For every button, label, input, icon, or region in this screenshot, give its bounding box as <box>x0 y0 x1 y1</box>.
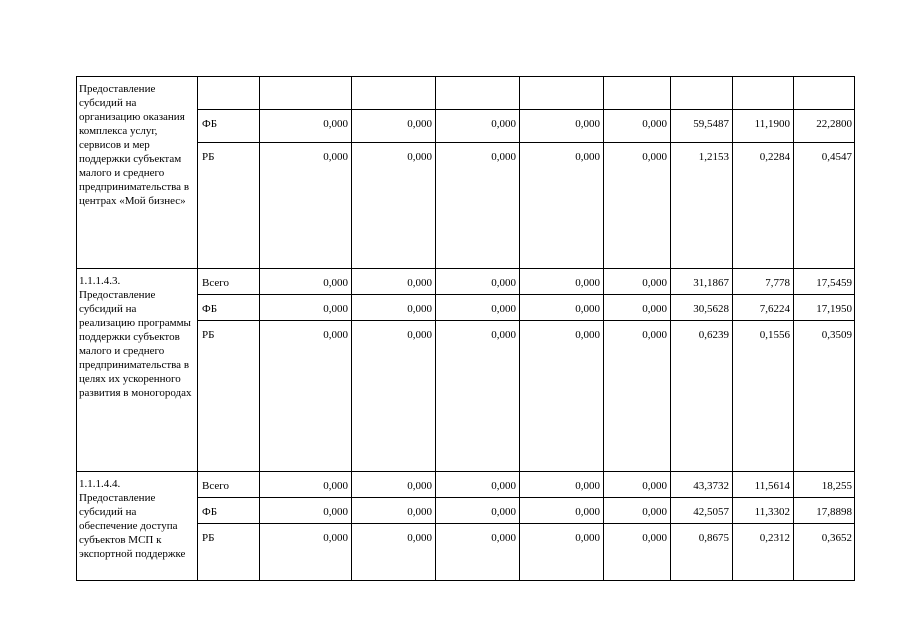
value-cell: 0,2312 <box>733 524 794 581</box>
value-cell: 0,000 <box>260 269 352 295</box>
value-cell: 0,000 <box>436 498 520 524</box>
value-cell: 7,6224 <box>733 295 794 321</box>
value-cell: 0,000 <box>352 524 436 581</box>
value-cell: 0,000 <box>352 269 436 295</box>
measure-name: 1.1.1.4.4. Предоставление субсидий на обеспечение доступа субъектов МСП к экспортной поддержке <box>77 472 198 581</box>
value-cell: 0,000 <box>260 110 352 143</box>
value-cell: 0,000 <box>604 524 671 581</box>
value-cell: 17,8898 <box>794 498 855 524</box>
value-cell: 42,5057 <box>671 498 733 524</box>
value-cell: 0,000 <box>436 110 520 143</box>
funding-source: ФБ <box>198 110 260 143</box>
value-cell: 22,2800 <box>794 110 855 143</box>
value-cell: 7,778 <box>733 269 794 295</box>
funding-source <box>198 77 260 110</box>
value-cell: 0,000 <box>520 269 604 295</box>
value-cell: 17,1950 <box>794 295 855 321</box>
value-cell: 0,000 <box>604 472 671 498</box>
value-cell: 0,000 <box>520 143 604 269</box>
funding-source: ФБ <box>198 498 260 524</box>
value-cell: 0,000 <box>260 143 352 269</box>
value-cell <box>604 77 671 110</box>
value-cell: 0,8675 <box>671 524 733 581</box>
value-cell <box>436 77 520 110</box>
value-cell: 0,000 <box>436 472 520 498</box>
value-cell: 0,000 <box>260 524 352 581</box>
value-cell: 59,5487 <box>671 110 733 143</box>
value-cell: 0,6239 <box>671 321 733 472</box>
value-cell <box>733 77 794 110</box>
value-cell: 0,000 <box>352 110 436 143</box>
funding-source: ФБ <box>198 295 260 321</box>
value-cell: 0,000 <box>604 269 671 295</box>
table-row <box>77 472 855 498</box>
value-cell: 0,000 <box>604 295 671 321</box>
value-cell: 0,000 <box>352 295 436 321</box>
value-cell <box>794 77 855 110</box>
value-cell <box>671 77 733 110</box>
funding-source: РБ <box>198 321 260 472</box>
value-cell: 0,2284 <box>733 143 794 269</box>
table-row <box>77 77 855 110</box>
value-cell: 0,000 <box>520 498 604 524</box>
value-cell: 0,000 <box>520 295 604 321</box>
value-cell: 0,000 <box>604 321 671 472</box>
value-cell: 0,000 <box>260 472 352 498</box>
value-cell: 0,000 <box>352 143 436 269</box>
value-cell <box>260 77 352 110</box>
value-cell: 0,000 <box>520 110 604 143</box>
value-cell: 31,1867 <box>671 269 733 295</box>
value-cell: 0,000 <box>436 269 520 295</box>
value-cell: 11,1900 <box>733 110 794 143</box>
value-cell: 0,000 <box>260 295 352 321</box>
value-cell <box>352 77 436 110</box>
value-cell: 0,000 <box>260 321 352 472</box>
value-cell: 11,5614 <box>733 472 794 498</box>
value-cell: 0,1556 <box>733 321 794 472</box>
value-cell: 0,000 <box>436 321 520 472</box>
value-cell <box>520 77 604 110</box>
measure-name: Предоставление субсидий на организацию оказания комплекса услуг, сервисов и мер поддержки субъектам малого и среднего предпринимательства в центрах «Мой бизнес» <box>77 77 198 269</box>
value-cell: 0,000 <box>604 110 671 143</box>
value-cell: 17,5459 <box>794 269 855 295</box>
value-cell: 0,000 <box>352 498 436 524</box>
value-cell: 0,000 <box>260 498 352 524</box>
funding-source: Всего <box>198 269 260 295</box>
funding-source: Всего <box>198 472 260 498</box>
value-cell: 0,3509 <box>794 321 855 472</box>
value-cell: 0,000 <box>352 321 436 472</box>
value-cell: 0,000 <box>520 321 604 472</box>
value-cell: 0,4547 <box>794 143 855 269</box>
measure-name: 1.1.1.4.3. Предоставление субсидий на реализацию программы поддержки субъектов малого и среднего предпринимательства в целях их ускоренного развития в моногородах <box>77 269 198 472</box>
value-cell: 30,5628 <box>671 295 733 321</box>
value-cell: 43,3732 <box>671 472 733 498</box>
funding-source: РБ <box>198 143 260 269</box>
value-cell: 0,000 <box>520 524 604 581</box>
value-cell: 0,000 <box>436 295 520 321</box>
value-cell: 18,255 <box>794 472 855 498</box>
value-cell: 0,000 <box>352 472 436 498</box>
value-cell: 1,2153 <box>671 143 733 269</box>
value-cell: 0,000 <box>436 524 520 581</box>
value-cell: 0,000 <box>520 472 604 498</box>
budget-table <box>76 76 855 581</box>
value-cell: 0,000 <box>604 143 671 269</box>
value-cell: 0,3652 <box>794 524 855 581</box>
value-cell: 0,000 <box>604 498 671 524</box>
funding-source: РБ <box>198 524 260 581</box>
value-cell: 11,3302 <box>733 498 794 524</box>
value-cell: 0,000 <box>436 143 520 269</box>
table-row <box>77 269 855 295</box>
